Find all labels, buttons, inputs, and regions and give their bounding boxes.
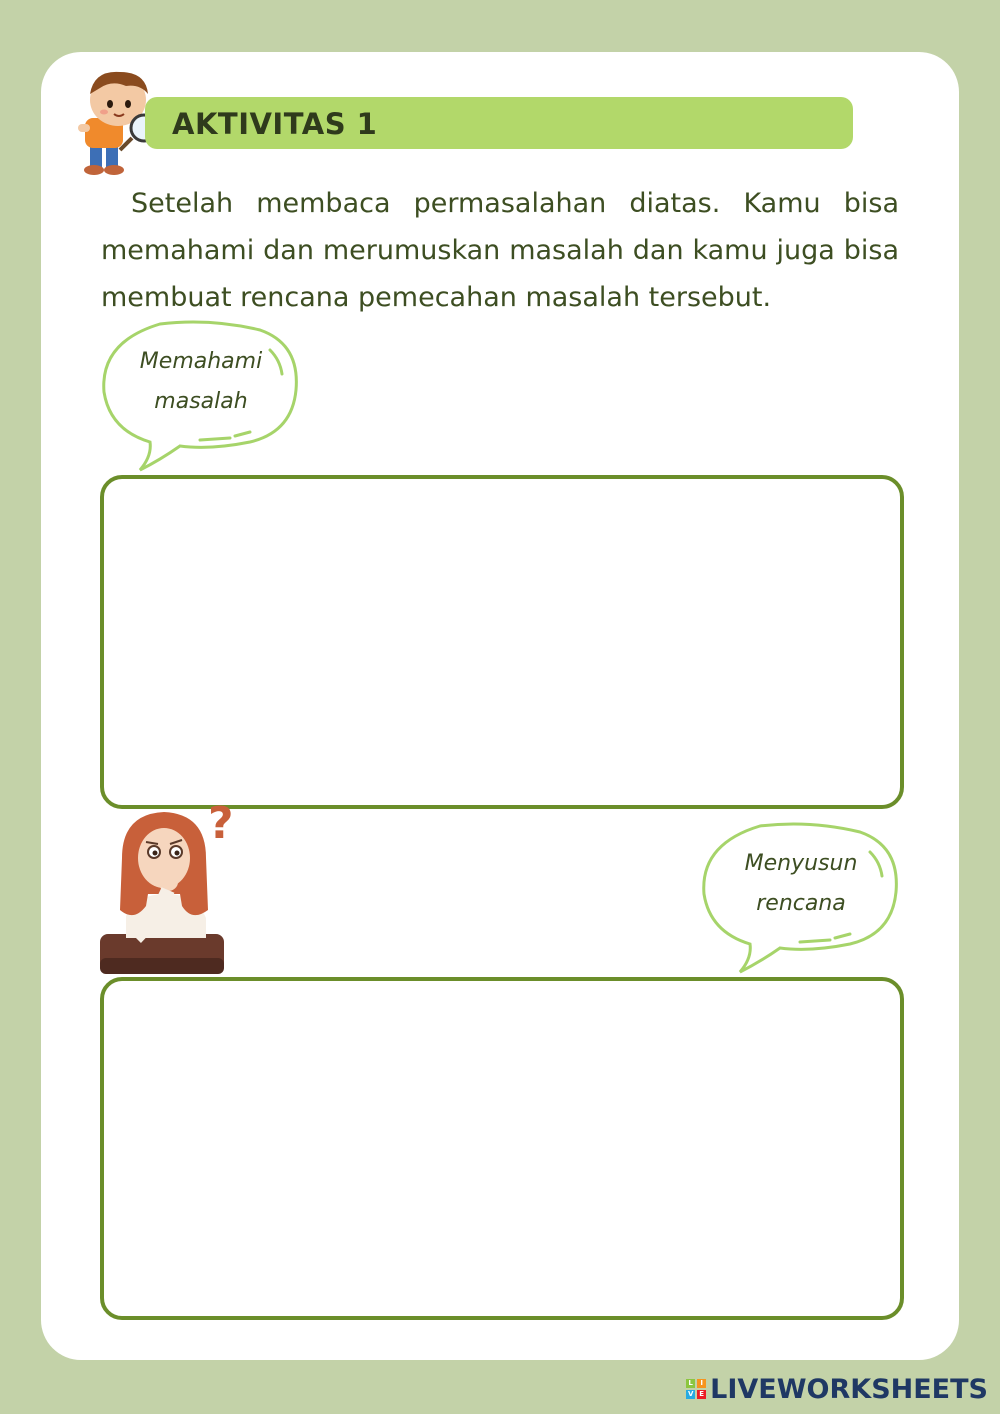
speech-bubble-understand (100, 320, 302, 476)
liveworksheets-logo-icon (686, 1379, 706, 1399)
answer-box-understand[interactable] (100, 475, 904, 809)
intro-paragraph: Setelah membaca permasalahan diatas. Kamu bisa memahami dan merumuskan masalah dan kamu juga bisa membuat rencana pemecahan masalah tersebut. (101, 188, 899, 313)
page-title: AKTIVITAS 1 (172, 107, 378, 141)
logo-letter-v: V (687, 1390, 694, 1398)
question-mark-icon: ? (208, 798, 234, 849)
logo-letter-l: L (686, 1379, 695, 1388)
footer-brand-text: LIVEWORKSHEETS (710, 1373, 988, 1405)
bubble-label-line1: Menyusun (744, 851, 858, 876)
bubble-label-line1: Memahami (139, 349, 263, 374)
footer-brand (686, 1372, 988, 1406)
logo-letter-i: I (697, 1379, 706, 1388)
logo-letter-e: E (697, 1390, 706, 1399)
bubble-label-line2: masalah (154, 389, 248, 414)
thinking-girl-icon (96, 798, 246, 978)
answer-box-plan[interactable] (100, 977, 904, 1320)
bubble-label-line2: rencana (756, 891, 846, 916)
speech-bubble-plan (700, 822, 902, 978)
